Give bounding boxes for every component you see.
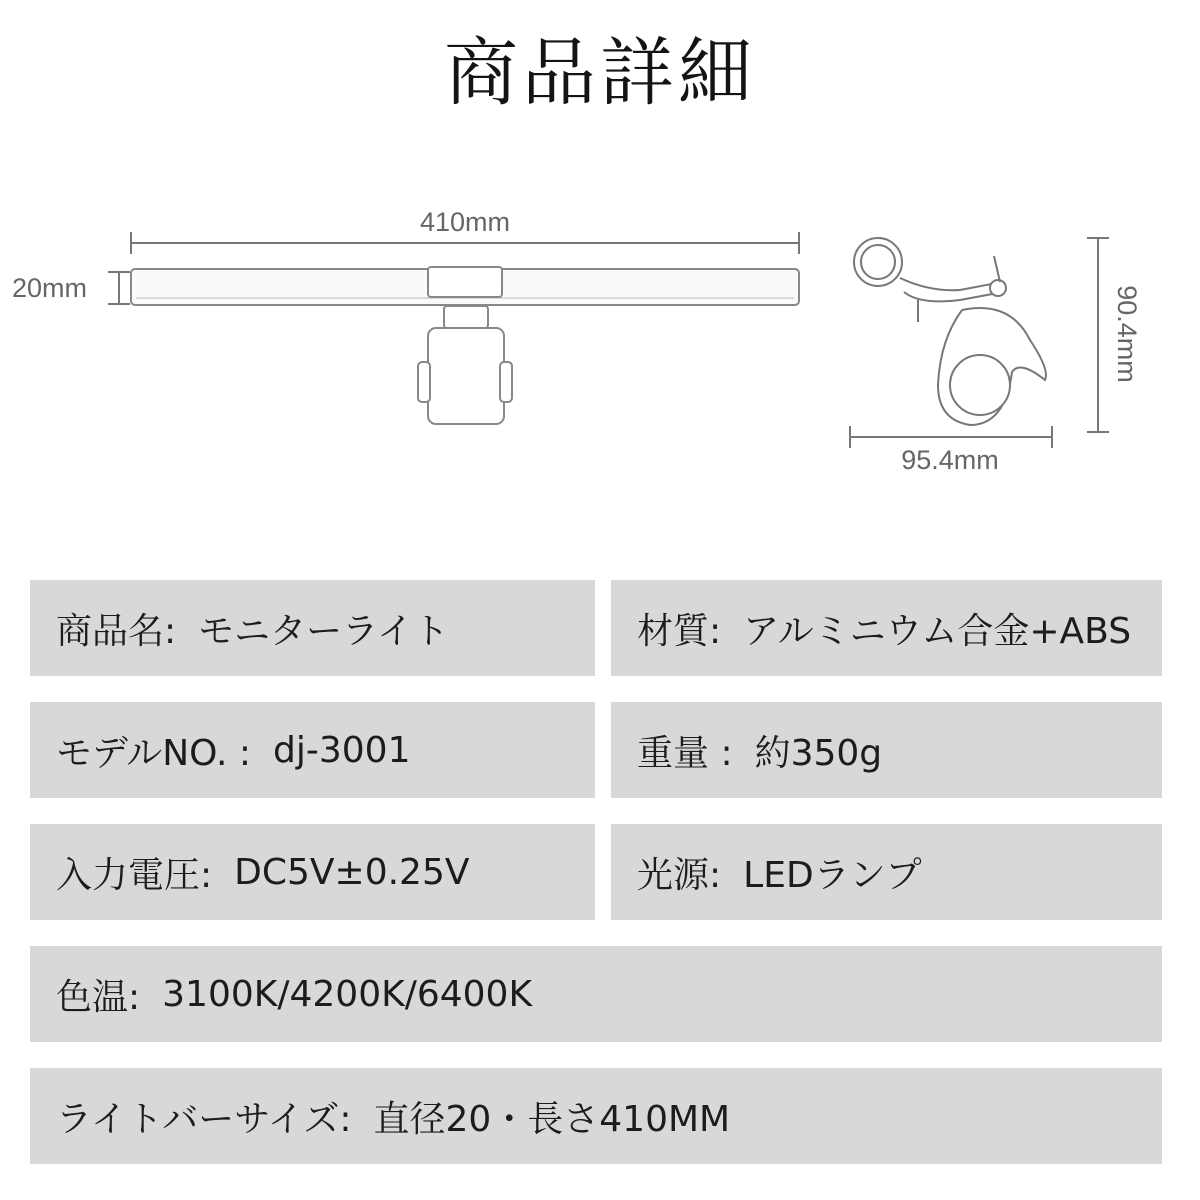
spec-label: 材質: [637, 610, 722, 652]
spec-value: 3100K/4200K/6400K [162, 973, 533, 1015]
bar-clip-front [418, 306, 512, 424]
spec-product-name [30, 580, 595, 676]
spec-voltage [30, 824, 595, 920]
spec-value: モニターライト [198, 610, 450, 652]
spec-label: 重量 : [637, 732, 733, 774]
spec-value: DC5V±0.25V [234, 851, 470, 893]
product-dimension-diagram [0, 170, 1200, 530]
spec-weight [611, 702, 1162, 798]
spec-light-bar-size [30, 1068, 1162, 1164]
spec-value: 約350g [754, 732, 883, 774]
spec-light-source [611, 824, 1162, 920]
spec-material [611, 580, 1162, 676]
spec-label: ライトバーサイズ: [56, 1098, 352, 1140]
clip-width-label: 95.4mm [901, 445, 999, 475]
clip-height-label: 90.4mm [1112, 285, 1142, 383]
length-label: 410mm [419, 207, 511, 237]
page-title: 商品詳細 [444, 30, 756, 116]
clip-height-dimension [1087, 238, 1109, 432]
clip-side-view [854, 238, 1046, 425]
spec-value: dj-3001 [273, 729, 411, 771]
spec-model [30, 702, 595, 798]
spec-label: モデルNO. : [56, 732, 252, 774]
height-label: 20mm [12, 273, 88, 303]
spec-value: LEDランプ [743, 854, 922, 896]
spec-label: 商品名: [56, 610, 177, 652]
spec-label: 色温: [56, 976, 141, 1018]
spec-color-temperature [30, 946, 1162, 1042]
height-dimension [108, 272, 130, 304]
spec-value: アルミニウム合金+ABS [743, 610, 1132, 652]
spec-value: 直径20・長さ410MM [373, 1098, 731, 1140]
spec-label: 光源: [637, 854, 722, 896]
spec-label: 入力電圧: [56, 854, 213, 896]
light-bar [131, 267, 799, 305]
